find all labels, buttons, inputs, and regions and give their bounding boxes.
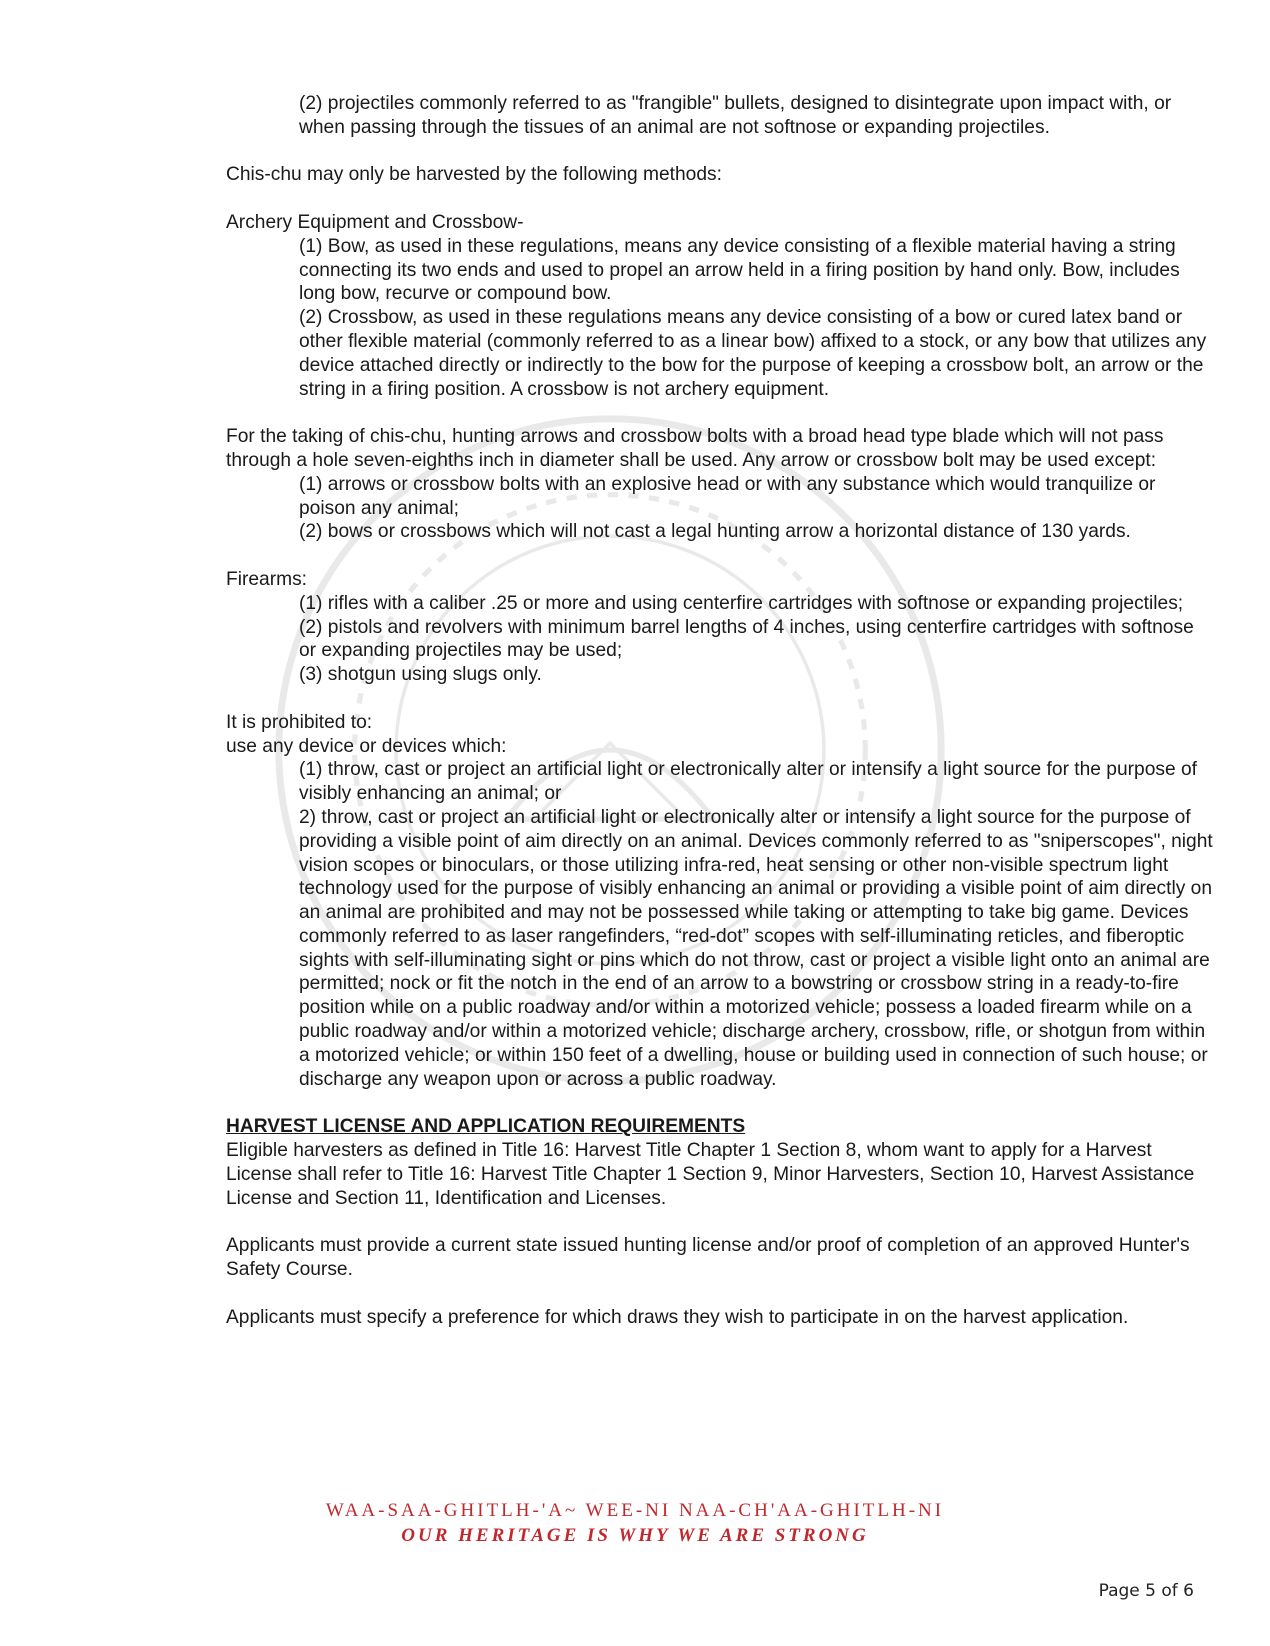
firearms-section — [226, 568, 1216, 687]
list-item: (2) pistols and revolvers with minimum barrel lengths of 4 inches, using centerfire cartridges with softnose or expanding projectiles may be used; — [299, 616, 1194, 662]
prohibited-line2: use any device or devices which: — [226, 735, 507, 757]
license-para1: Eligible harvesters as defined in Title 16: Harvest Title Chapter 1 Section 8, whom want to apply for a Harvest License shall refer to Title 16: Harvest Title Chapter 1 Section 9, Minor Harvesters, Section 10, Harvest Assistance License and Section 11, Identification and Licenses. — [226, 1140, 1195, 1209]
license-para3: Applicants must specify a preference for which draws they wish to participate in on the harvest application. — [226, 1306, 1129, 1328]
page-number: Page 5 of 6 — [1098, 1581, 1194, 1601]
arrows-section — [226, 425, 1216, 544]
list-item: (1) arrows or crossbow bolts with an explosive head or with any substance which would tranquilize or poison any animal; — [299, 473, 1156, 519]
archery-section — [226, 211, 1216, 401]
firearms-heading: Firearms: — [226, 568, 308, 590]
list-item: (2) Crossbow, as used in these regulations means any device consisting of a bow or cured latex band or other flexible material (commonly referred to as a linear bow) affixed to a stock, or any bow that utilizes any device attached directly or indirectly to the bow for the purpose of keeping a crossbow bolt, an arrow or the string in a firing position. A crossbow is not archery equipment. — [299, 307, 1207, 400]
footer-motto-native: WAA-SAA-GHITLH-'A~ WEE-NI NAA-CH'AA-GHITLH-NI — [325, 1500, 945, 1521]
license-section — [226, 1115, 1216, 1329]
frangible-item: (2) projectiles commonly referred to as "frangible" bullets, designed to disintegrate upon impact with, or when passing through the tissues of an animal are not softnose or expanding projectiles. — [299, 93, 1172, 138]
methods-intro: Chis-chu may only be harvested by the following methods: — [226, 164, 722, 186]
archery-heading: Archery Equipment and Crossbow- — [226, 211, 524, 233]
list-item: (1) throw, cast or project an artificial light or electronically alter or intensify a light source for the purpose of visibly enhancing an animal; or — [299, 759, 1197, 805]
prohibited-line1: It is prohibited to: — [226, 711, 373, 733]
footer-motto-english: OUR HERITAGE IS WHY WE ARE STRONG — [401, 1525, 869, 1546]
arrows-intro: For the taking of chis-chu, hunting arrows and crossbow bolts with a broad head type blade which will not pass through a hole seven-eighths inch in diameter shall be used. Any arrow or crossbow bolt may be used except: — [226, 426, 1164, 471]
list-item: (1) Bow, as used in these regulations, means any device consisting of a flexible material having a string connecting its two ends and used to propel an arrow held in a firing position by hand only. Bow, includes long bow, recurve or compound bow. — [299, 235, 1180, 305]
license-para2: Applicants must provide a current state issued hunting license and/or proof of completion of an approved Hunter's Safety Course. — [226, 1235, 1190, 1281]
license-heading: HARVEST LICENSE AND APPLICATION REQUIREMENTS — [226, 1116, 746, 1138]
list-item: (1) rifles with a caliber .25 or more and using centerfire cartridges with softnose or expanding projectiles; — [299, 592, 1184, 614]
prohibited-section — [226, 711, 1216, 1092]
list-item: (3) shotgun using slugs only. — [299, 664, 542, 686]
list-item: 2) throw, cast or project an artificial light or electronically alter or intensify a light source for the purpose of providing a visible point of aim directly on an animal. Devices commonly referred to as "sniperscopes", night vision scopes or binoculars, or those utilizing infra-red, heat sensing or other non-visible spectrum light technology used for the purpose of visibly enhancing an animal or providing a visible point of aim directly on an animal are prohibited and may not be possessed while taking or attempting to take big game. Devices commonly referred to as laser rangefinders, “red-dot” scopes with self-illuminating reticles, and fiberoptic sights with self-illuminating sight or pins which do not throw, cast or project a visible light onto an animal are permitted; nock or fit the notch in the end of an arrow to a bowstring or crossbow string in a ready-to-fire position while on a public roadway and/or within a motorized vehicle; possess a loaded firearm while on a public roadway and/or within a motorized vehicle; discharge archery, crossbow, rifle, or shotgun from within a motorized vehicle; or within 150 feet of a dwelling, house or building used in connection of such house; or discharge any weapon upon or across a public roadway. — [299, 806, 1213, 1090]
list-item: (2) bows or crossbows which will not cast a legal hunting arrow a horizontal distance of 130 yards. — [299, 521, 1131, 543]
document-body — [226, 92, 1216, 1329]
